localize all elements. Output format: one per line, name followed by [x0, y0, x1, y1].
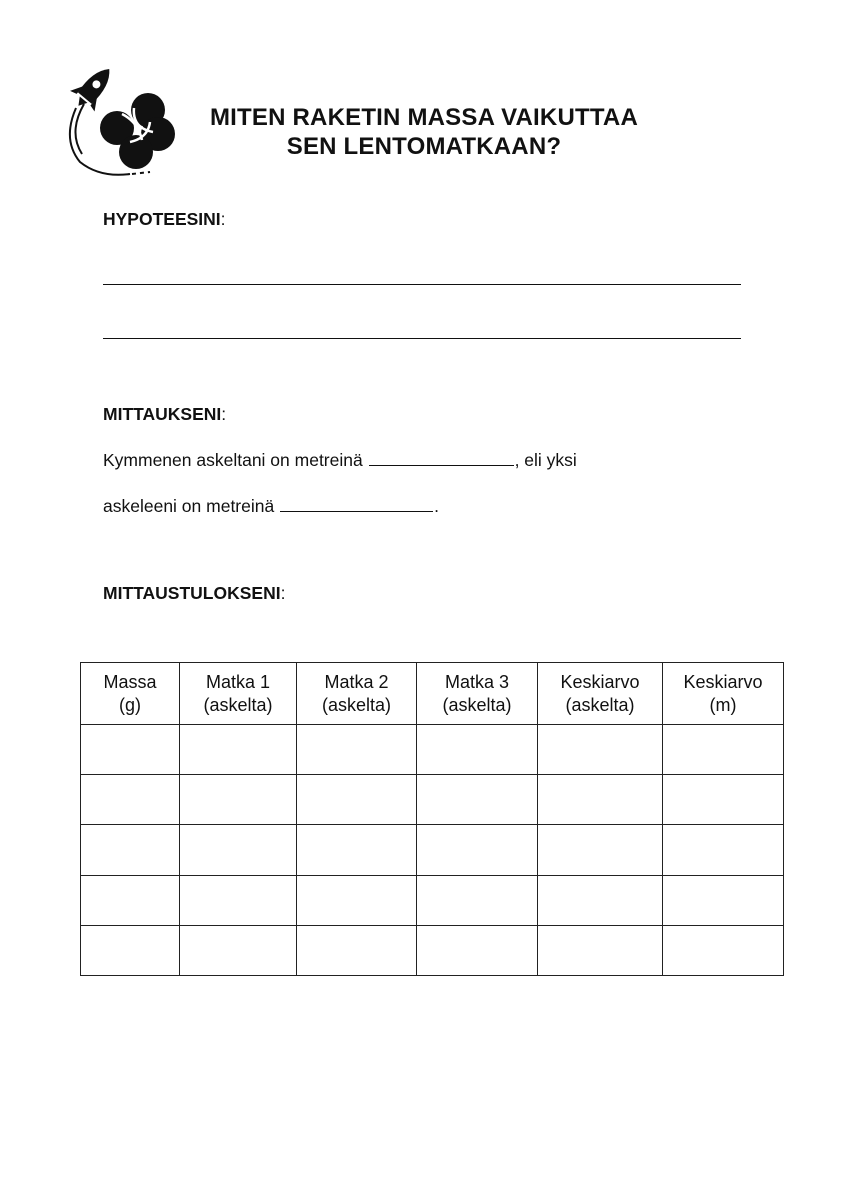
table-cell-input[interactable] [81, 875, 180, 925]
table-cell-input[interactable] [81, 725, 180, 775]
one-step-sentence: askeleeni on metreinä . [103, 496, 439, 516]
rocket-logo-icon [60, 58, 185, 183]
table-cell-input[interactable] [538, 725, 663, 775]
table-cell-input[interactable] [417, 725, 538, 775]
table-cell-input[interactable] [538, 875, 663, 925]
table-cell-input[interactable] [297, 875, 417, 925]
table-cell-input[interactable] [180, 825, 297, 875]
table-cell-input[interactable] [417, 925, 538, 975]
column-header-massa: Massa (g) [81, 663, 180, 725]
column-header-keskiarvo-m: Keskiarvo (m) [663, 663, 784, 725]
table-cell-input[interactable] [663, 925, 784, 975]
table-row [81, 825, 784, 875]
table-cell-input[interactable] [81, 925, 180, 975]
table-row [81, 775, 784, 825]
table-cell-input[interactable] [180, 725, 297, 775]
column-header-matka-3: Matka 3 (askelta) [417, 663, 538, 725]
results-table [80, 662, 784, 976]
table-cell-input[interactable] [297, 925, 417, 975]
one-step-blank[interactable] [280, 510, 433, 512]
table-cell-input[interactable] [538, 775, 663, 825]
table-cell-input[interactable] [81, 825, 180, 875]
title-line-1: MITEN RAKETIN MASSA VAIKUTTAA [209, 104, 638, 131]
title-line-2: SEN LENTOMATKAAN? [286, 133, 562, 160]
table-cell-input[interactable] [297, 775, 417, 825]
table-cell-input[interactable] [538, 825, 663, 875]
table-cell-input[interactable] [297, 825, 417, 875]
table-cell-input[interactable] [417, 775, 538, 825]
table-cell-input[interactable] [663, 825, 784, 875]
table-cell-input[interactable] [663, 775, 784, 825]
table-cell-input[interactable] [417, 875, 538, 925]
hypothesis-label: HYPOTEESINI: [103, 209, 226, 229]
table-cell-input[interactable] [538, 925, 663, 975]
step-length-sentence: Kymmenen askeltani on metreinä , eli yksi [103, 450, 577, 470]
hypothesis-answer-line[interactable] [103, 338, 741, 339]
column-header-matka-1: Matka 1 (askelta) [180, 663, 297, 725]
table-row [81, 925, 784, 975]
table-cell-input[interactable] [180, 775, 297, 825]
measurements-label: MITTAUKSENI: [103, 404, 227, 424]
ten-steps-blank[interactable] [369, 464, 514, 466]
column-header-matka-2: Matka 2 (askelta) [297, 663, 417, 725]
table-row [81, 875, 784, 925]
table-cell-input[interactable] [180, 925, 297, 975]
table-cell-input[interactable] [417, 825, 538, 875]
table-cell-input[interactable] [663, 725, 784, 775]
table-cell-input[interactable] [663, 875, 784, 925]
table-header-row [81, 663, 784, 725]
table-row [81, 725, 784, 775]
column-header-keskiarvo-askelta: Keskiarvo (askelta) [538, 663, 663, 725]
table-cell-input[interactable] [180, 875, 297, 925]
table-cell-input[interactable] [297, 725, 417, 775]
hypothesis-answer-line[interactable] [103, 284, 741, 285]
page-title [180, 103, 668, 161]
table-cell-input[interactable] [81, 775, 180, 825]
results-label: MITTAUSTULOKSENI: [103, 583, 286, 603]
